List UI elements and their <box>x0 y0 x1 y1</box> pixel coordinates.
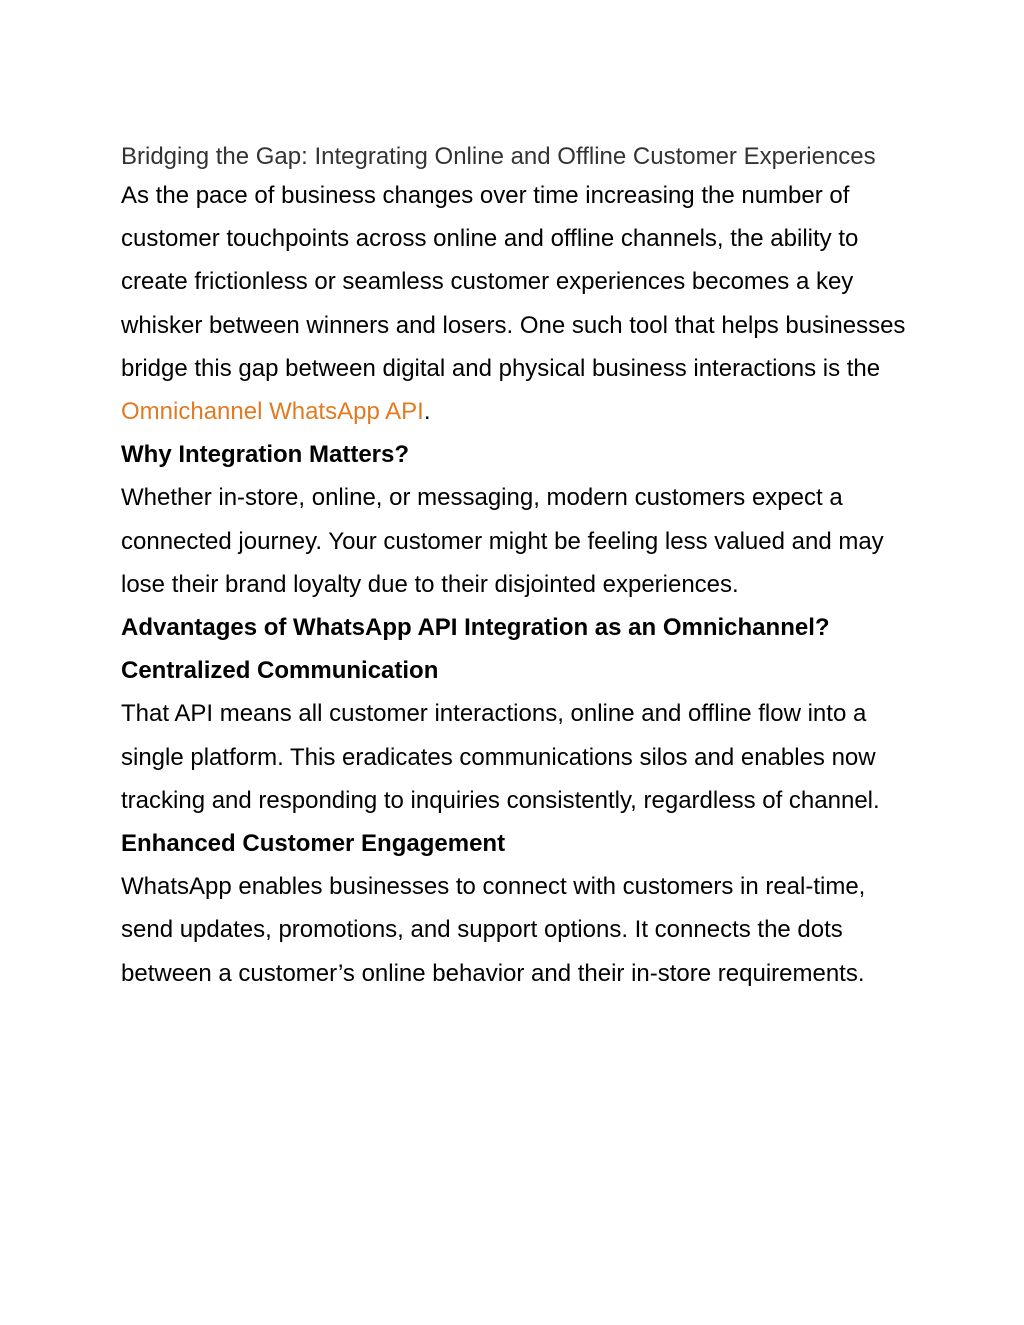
intro-period: . <box>423 398 431 426</box>
intro-paragraph <box>121 174 921 433</box>
section-heading-centralized-communication: Centralized Communication <box>121 657 439 685</box>
section-body-centralized-communication: That API means all customer interactions, online and offline flow into a single platform. This eradicates communications silos and enables now tracking and responding to inquiries consistently, regardless of channel. <box>121 700 880 814</box>
section-heading-enhanced-engagement: Enhanced Customer Engagement <box>121 830 506 858</box>
omnichannel-whatsapp-api-link[interactable]: Omnichannel WhatsApp API <box>121 398 424 426</box>
document-page <box>121 139 921 995</box>
intro-text: As the pace of business changes over time increasing the number of customer touchpoints across online and offline channels, the ability to create frictionless or seamless customer experiences becomes a key whisker between winners and losers. One such tool that helps businesses bridge this gap between digital and physical business interactions is the <box>121 182 906 382</box>
section-heading-why-integration: Why Integration Matters? <box>121 441 410 469</box>
section-heading-advantages: Advantages of WhatsApp API Integration as an Omnichannel? <box>121 614 830 642</box>
document-title: Bridging the Gap: Integrating Online and Offline Customer Experiences <box>121 143 876 170</box>
section-body-enhanced-engagement: WhatsApp enables businesses to connect with customers in real-time, send updates, promotions, and support options. It connects the dots between a customer’s online behavior and their in-store requirements. <box>121 873 866 987</box>
section-body-why-integration: Whether in-store, online, or messaging, modern customers expect a connected journey. Your customer might be feeling less valued and may lose their brand loyalty due to their disjointed experiences. <box>121 484 884 598</box>
